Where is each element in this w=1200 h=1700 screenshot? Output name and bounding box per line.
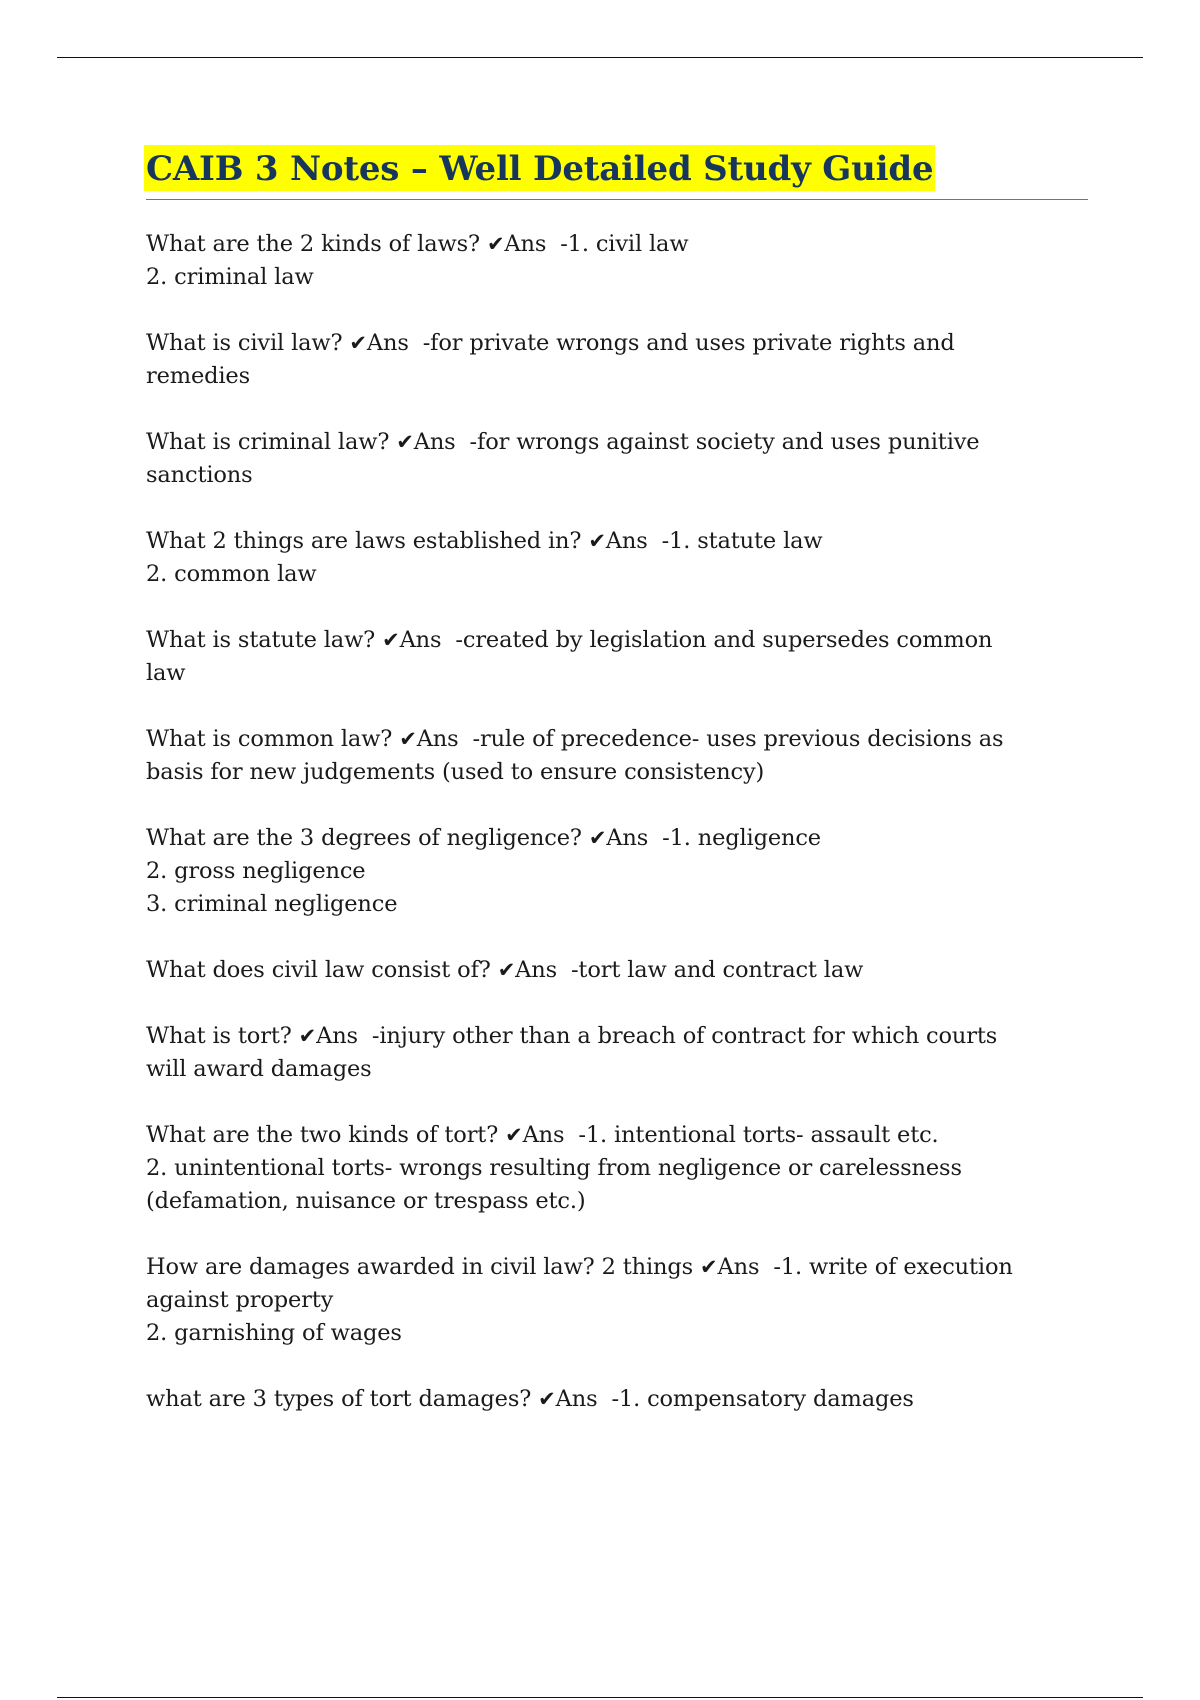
answer-continuation: basis for new judgements (used to ensure consistency)	[146, 759, 765, 785]
qa-item	[146, 723, 1088, 789]
qa-item	[146, 954, 1088, 987]
qa-first-line	[146, 1383, 1088, 1416]
answer-text: Ans -injury other than a breach of contract for which courts	[316, 1023, 998, 1049]
qa-first-line	[146, 954, 1088, 987]
checkmark-icon: ✔	[399, 727, 417, 751]
checkmark-icon: ✔	[538, 1387, 556, 1411]
checkmark-icon: ✔	[298, 1024, 317, 1048]
answer-text: Ans -created by legislation and supersedes common	[399, 627, 993, 653]
question-text: What is criminal law?	[146, 429, 390, 455]
qa-item	[146, 525, 1088, 591]
question-text: What are the two kinds of tort?	[146, 1122, 499, 1148]
title-block	[146, 145, 1088, 200]
checkmark-icon: ✔	[349, 331, 367, 355]
qa-item	[146, 1119, 1088, 1218]
qa-first-line	[146, 723, 1088, 756]
answer-text: Ans -1. intentional torts- assault etc.	[522, 1122, 939, 1148]
question-text: what are 3 types of tort damages?	[146, 1386, 532, 1412]
answer-text: Ans -1. compensatory damages	[555, 1386, 914, 1412]
answer-text: Ans -for private wrongs and uses private rights and	[366, 330, 955, 356]
question-text: What is common law?	[146, 726, 393, 752]
answer-text: Ans -1. write of execution	[717, 1254, 1013, 1280]
answer-text: Ans -for wrongs against society and uses punitive	[413, 429, 980, 455]
checkmark-icon: ✔	[382, 628, 400, 652]
answer-continuation: 2. unintentional torts- wrongs resulting from negligence or carelessness	[146, 1155, 962, 1181]
question-text: What is tort?	[146, 1023, 292, 1049]
qa-list	[146, 228, 1088, 1416]
document-body	[146, 145, 1088, 1449]
qa-item	[146, 1251, 1088, 1350]
qa-first-line	[146, 525, 1088, 558]
qa-item	[146, 1383, 1088, 1416]
checkmark-icon: ✔	[700, 1255, 718, 1279]
answer-continuation: sanctions	[146, 462, 253, 488]
question-text: What are the 2 kinds of laws?	[146, 231, 480, 257]
qa-first-line	[146, 1251, 1088, 1284]
answer-continuation: 2. criminal law	[146, 264, 314, 290]
answer-continuation: (defamation, nuisance or trespass etc.)	[146, 1188, 586, 1214]
header-rule	[57, 57, 1143, 58]
qa-item	[146, 228, 1088, 294]
answer-text: Ans -tort law and contract law	[515, 957, 864, 983]
qa-item	[146, 426, 1088, 492]
question-text: What 2 things are laws established in?	[146, 528, 582, 554]
checkmark-icon: ✔	[588, 529, 606, 553]
question-text: What is civil law?	[146, 330, 343, 356]
qa-first-line	[146, 327, 1088, 360]
checkmark-icon: ✔	[396, 430, 414, 454]
qa-item	[146, 822, 1088, 921]
answer-continuation: remedies	[146, 363, 250, 389]
answer-continuation: 2. garnishing of wages	[146, 1320, 402, 1346]
answer-continuation: 2. common law	[146, 561, 317, 587]
answer-text: Ans -1. negligence	[606, 825, 821, 851]
checkmark-icon: ✔	[497, 958, 516, 982]
checkmark-icon: ✔	[505, 1123, 523, 1147]
checkmark-icon: ✔	[588, 826, 607, 850]
qa-first-line	[146, 228, 1088, 261]
qa-first-line	[146, 1020, 1088, 1053]
qa-item	[146, 624, 1088, 690]
qa-first-line	[146, 426, 1088, 459]
answer-text: Ans -1. statute law	[605, 528, 823, 554]
footer-rule	[57, 1697, 1143, 1698]
answer-continuation: 2. gross negligence	[146, 858, 366, 884]
answer-continuation: against property	[146, 1287, 334, 1313]
document-title: CAIB 3 Notes – Well Detailed Study Guide	[144, 145, 935, 191]
qa-first-line	[146, 624, 1088, 657]
question-text: What is statute law?	[146, 627, 376, 653]
question-text: How are damages awarded in civil law? 2 things	[146, 1254, 694, 1280]
answer-continuation: will award damages	[146, 1056, 372, 1082]
answer-text: Ans -1. civil law	[504, 231, 689, 257]
qa-first-line	[146, 822, 1088, 855]
question-text: What does civil law consist of?	[146, 957, 491, 983]
qa-item	[146, 1020, 1088, 1086]
qa-item	[146, 327, 1088, 393]
qa-first-line	[146, 1119, 1088, 1152]
checkmark-icon: ✔	[486, 232, 505, 256]
answer-continuation: law	[146, 660, 186, 686]
answer-text: Ans -rule of precedence- uses previous decisions as	[416, 726, 1004, 752]
question-text: What are the 3 degrees of negligence?	[146, 825, 582, 851]
answer-continuation: 3. criminal negligence	[146, 891, 398, 917]
